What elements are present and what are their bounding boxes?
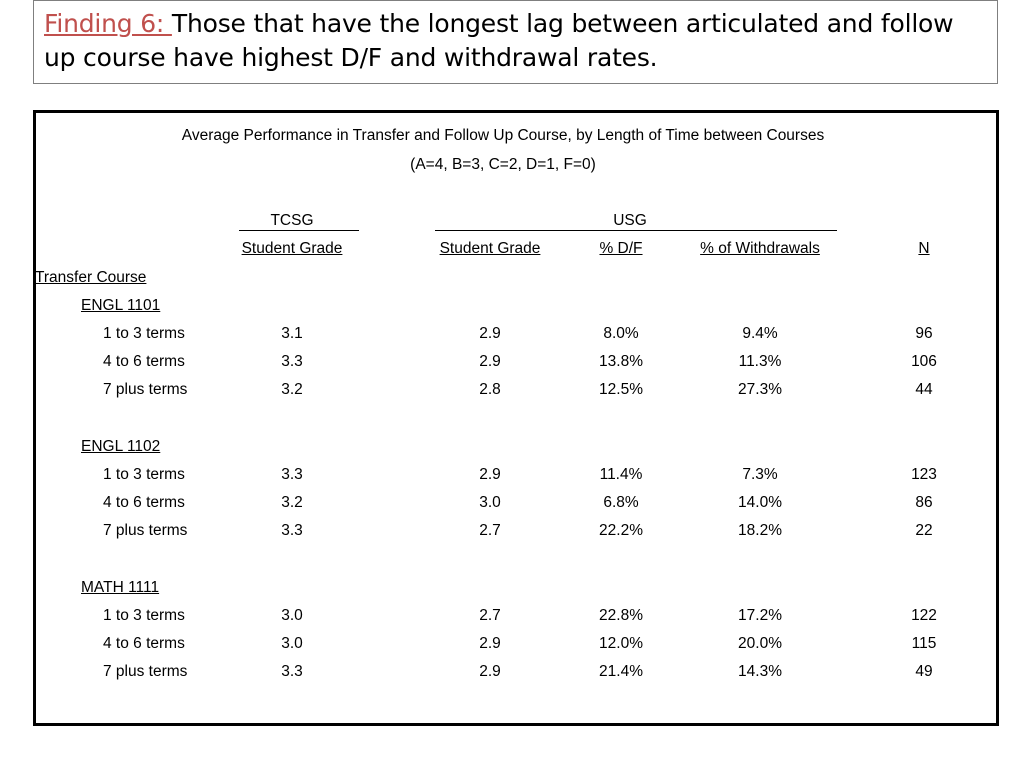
cell-usg-grade: 2.9 bbox=[479, 466, 501, 483]
cell-tcsg-grade: 3.3 bbox=[281, 466, 303, 483]
tcsg-group-header: TCSG bbox=[270, 212, 314, 229]
cell-tcsg-grade: 3.3 bbox=[281, 663, 303, 680]
cell-withdrawals: 9.4% bbox=[742, 325, 778, 342]
cell-n: 49 bbox=[915, 663, 933, 680]
cell-df: 8.0% bbox=[603, 325, 639, 342]
slide-title bbox=[33, 0, 998, 84]
row-label: 7 plus terms bbox=[103, 381, 188, 398]
cell-usg-grade: 2.7 bbox=[479, 522, 501, 539]
row-label: 7 plus terms bbox=[103, 522, 188, 539]
cell-df: 11.4% bbox=[599, 466, 643, 483]
cell-tcsg-grade: 3.2 bbox=[281, 381, 303, 398]
cell-withdrawals: 14.0% bbox=[738, 494, 782, 511]
cell-tcsg-grade: 3.0 bbox=[281, 607, 303, 624]
row-label: 4 to 6 terms bbox=[103, 635, 185, 652]
cell-df: 22.8% bbox=[599, 607, 643, 624]
cell-tcsg-grade: 3.3 bbox=[281, 353, 303, 370]
row-header-transfer-course: Transfer Course bbox=[35, 269, 147, 286]
table-caption: Average Performance in Transfer and Follow Up Course, by Length of Time between Courses bbox=[181, 127, 825, 144]
col-header-withdrawals: % of Withdrawals bbox=[700, 240, 820, 257]
cell-n: 22 bbox=[915, 522, 933, 539]
finding-label: Finding 6: bbox=[44, 9, 172, 38]
cell-usg-grade: 2.8 bbox=[479, 381, 501, 398]
cell-df: 21.4% bbox=[599, 663, 643, 680]
cell-n: 86 bbox=[915, 494, 933, 511]
cell-withdrawals: 27.3% bbox=[738, 381, 782, 398]
cell-withdrawals: 14.3% bbox=[738, 663, 782, 680]
cell-tcsg-grade: 3.3 bbox=[281, 522, 303, 539]
cell-withdrawals: 18.2% bbox=[738, 522, 782, 539]
cell-tcsg-grade: 3.2 bbox=[281, 494, 303, 511]
cell-usg-grade: 2.9 bbox=[479, 325, 501, 342]
cell-withdrawals: 7.3% bbox=[742, 466, 778, 483]
col-header-n: N bbox=[918, 240, 930, 257]
cell-usg-grade: 3.0 bbox=[479, 494, 501, 511]
cell-withdrawals: 20.0% bbox=[738, 635, 782, 652]
row-label: 1 to 3 terms bbox=[103, 607, 185, 624]
cell-df: 6.8% bbox=[603, 494, 639, 511]
cell-n: 115 bbox=[911, 635, 937, 652]
cell-n: 123 bbox=[911, 466, 937, 483]
cell-n: 44 bbox=[915, 381, 933, 398]
cell-usg-grade: 2.9 bbox=[479, 635, 501, 652]
finding-text: Those that have the longest lag between articulated and follow up course have highest D/F and withdrawal rates. bbox=[44, 9, 954, 72]
row-label: 1 to 3 terms bbox=[103, 466, 185, 483]
cell-n: 122 bbox=[911, 607, 937, 624]
col-header-tcsg-grade: Student Grade bbox=[241, 240, 343, 257]
cell-withdrawals: 17.2% bbox=[738, 607, 782, 624]
cell-withdrawals: 11.3% bbox=[738, 353, 782, 370]
cell-usg-grade: 2.9 bbox=[479, 353, 501, 370]
cell-tcsg-grade: 3.1 bbox=[281, 325, 303, 342]
row-label: 7 plus terms bbox=[103, 663, 188, 680]
cell-usg-grade: 2.7 bbox=[479, 607, 501, 624]
cell-df: 12.0% bbox=[599, 635, 643, 652]
usg-group-header: USG bbox=[613, 212, 647, 229]
cell-n: 96 bbox=[915, 325, 933, 342]
row-label: 4 to 6 terms bbox=[103, 494, 185, 511]
grade-scale-note: (A=4, B=3, C=2, D=1, F=0) bbox=[410, 156, 596, 173]
course-name-engl1101: ENGL 1101 bbox=[81, 297, 161, 314]
course-name-math1111: MATH 1111 bbox=[81, 579, 160, 596]
cell-n: 106 bbox=[911, 353, 937, 370]
cell-df: 22.2% bbox=[599, 522, 643, 539]
row-label: 4 to 6 terms bbox=[103, 353, 185, 370]
course-name-engl1102: ENGL 1102 bbox=[81, 438, 161, 455]
col-header-df: % D/F bbox=[599, 240, 643, 257]
row-label: 1 to 3 terms bbox=[103, 325, 185, 342]
cell-df: 12.5% bbox=[599, 381, 643, 398]
col-header-usg-grade: Student Grade bbox=[439, 240, 541, 257]
cell-tcsg-grade: 3.0 bbox=[281, 635, 303, 652]
cell-df: 13.8% bbox=[599, 353, 643, 370]
cell-usg-grade: 2.9 bbox=[479, 663, 501, 680]
